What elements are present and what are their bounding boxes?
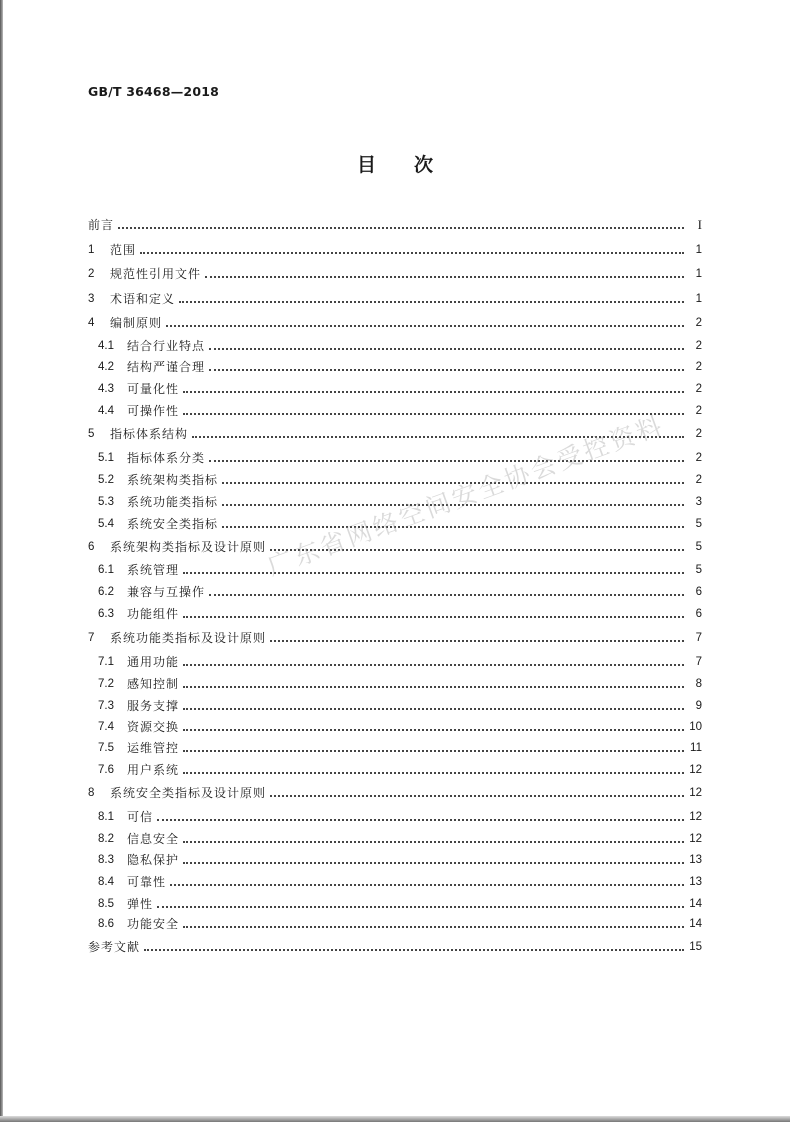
- toc-entry-page: 8: [695, 678, 702, 690]
- toc-entry[interactable]: [88, 897, 702, 911]
- toc-entry-page: 14: [689, 918, 702, 930]
- toc-entry[interactable]: [88, 339, 702, 353]
- toc-entry[interactable]: [88, 427, 702, 441]
- toc-entry-number: 2: [88, 268, 95, 280]
- toc-entry[interactable]: [88, 607, 702, 621]
- toc-entry-page: 12: [689, 833, 702, 845]
- toc-entry-number: 7.5: [98, 742, 114, 754]
- toc-entry-number: 5: [88, 428, 95, 440]
- toc-entry-page: 2: [695, 361, 702, 373]
- toc-dot-leader: [118, 227, 684, 229]
- toc-entry-number: 8.5: [98, 898, 114, 910]
- toc-entry-title: 编制原则: [110, 316, 163, 330]
- toc-entry-page: 13: [689, 854, 702, 866]
- toc-entry[interactable]: [88, 741, 702, 755]
- toc-entry-title: 可操作性: [127, 404, 180, 418]
- toc-entry-title: 用户系统: [127, 763, 180, 777]
- toc-entry-number: 6.1: [98, 564, 114, 576]
- toc-dot-leader: [270, 640, 684, 642]
- toc-dot-leader: [144, 949, 684, 951]
- toc-entry[interactable]: [88, 810, 702, 824]
- toc-dot-leader: [209, 348, 684, 350]
- toc-entry-number: 1: [88, 244, 95, 256]
- toc-entry-number: 7.1: [98, 656, 114, 668]
- toc-dot-leader: [170, 884, 684, 886]
- toc-dot-leader: [140, 252, 684, 254]
- toc-entry-page: 2: [695, 405, 702, 417]
- toc-dot-leader: [209, 594, 684, 596]
- toc-entry-number: 7.4: [98, 721, 114, 733]
- toc-dot-leader: [183, 862, 684, 864]
- toc-entry[interactable]: [88, 786, 702, 800]
- toc-entry-number: 8.3: [98, 854, 114, 866]
- toc-entry-number: 7.3: [98, 700, 114, 712]
- toc-entry-title: 弹性: [127, 897, 154, 911]
- toc-entry-page: 12: [689, 787, 702, 799]
- toc-entry-page: 13: [689, 876, 702, 888]
- toc-entry-page: 2: [695, 428, 702, 440]
- toc-entry-number: 4.4: [98, 405, 114, 417]
- toc-entry-title: 隐私保护: [127, 853, 180, 867]
- toc-dot-leader: [166, 325, 684, 327]
- toc-entry-page: 9: [695, 700, 702, 712]
- toc-dot-leader: [222, 482, 684, 484]
- toc-entry-title: 范围: [110, 243, 137, 257]
- toc-dot-leader: [183, 664, 684, 666]
- toc-entry-page: 6: [695, 586, 702, 598]
- toc-entry-title: 指标体系结构: [110, 427, 189, 441]
- toc-entry-page: 1: [695, 293, 702, 305]
- toc-entry[interactable]: [88, 316, 702, 330]
- toc-entry-number: 8.4: [98, 876, 114, 888]
- toc-dot-leader: [205, 276, 684, 278]
- toc-entry-page: 12: [689, 811, 702, 823]
- toc-entry-title: 功能组件: [127, 607, 180, 621]
- toc-dot-leader: [183, 841, 684, 843]
- watermark: 广东省网络空间安全协会受控资料: [263, 410, 669, 582]
- toc-entry-page: 5: [695, 518, 702, 530]
- toc-entry-number: 8: [88, 787, 95, 799]
- toc-entry-number: 7.6: [98, 764, 114, 776]
- toc-entry-title: 系统架构类指标及设计原则: [110, 540, 267, 554]
- toc-entry-page: 11: [690, 742, 702, 754]
- toc-entry-number: 3: [88, 293, 95, 305]
- toc-entry[interactable]: [88, 267, 702, 281]
- toc-dot-leader: [157, 906, 684, 908]
- toc-dot-leader: [183, 708, 684, 710]
- toc-entry-title: 指标体系分类: [127, 451, 206, 465]
- toc-entry-page: I: [697, 217, 702, 232]
- toc-entry[interactable]: [88, 243, 702, 257]
- toc-entry[interactable]: [88, 763, 702, 777]
- toc-dot-leader: [270, 549, 684, 551]
- toc-entry-page: 5: [695, 541, 702, 553]
- toc-dot-leader: [222, 504, 684, 506]
- toc-dot-leader: [183, 391, 684, 393]
- toc-entry-number: 6.3: [98, 608, 114, 620]
- toc-entry-title: 感知控制: [127, 677, 180, 691]
- toc-dot-leader: [192, 436, 684, 438]
- toc-title-char-1: 目: [356, 154, 376, 176]
- toc-entry[interactable]: [88, 473, 702, 487]
- toc-entry-page: 1: [695, 268, 702, 280]
- toc-dot-leader: [183, 926, 684, 928]
- toc-entry-page: 10: [689, 721, 702, 733]
- toc-title-char-2: 次: [414, 154, 434, 176]
- toc-entry-page: 1: [695, 244, 702, 256]
- toc-entry-page: 7: [695, 632, 702, 644]
- toc-entry-title: 系统功能类指标: [127, 495, 219, 509]
- toc-dot-leader: [157, 819, 684, 821]
- toc-entry-title: 可量化性: [127, 382, 180, 396]
- toc-entry[interactable]: [88, 563, 702, 577]
- toc-entry[interactable]: [88, 720, 702, 734]
- toc-entry-page: 2: [695, 340, 702, 352]
- toc-entry-page: 5: [695, 564, 702, 576]
- toc-entry[interactable]: [88, 540, 702, 554]
- toc-dot-leader: [183, 616, 684, 618]
- toc-entry-number: 6: [88, 541, 95, 553]
- toc-entry-title: 系统管理: [127, 563, 180, 577]
- toc-entry-number: 4: [88, 317, 95, 329]
- toc-entry[interactable]: [88, 404, 702, 418]
- toc-entry-number: 7.2: [98, 678, 114, 690]
- toc-entry-title: 兼容与互操作: [127, 585, 206, 599]
- toc-entry-title: 前言: [88, 218, 115, 232]
- toc-entry[interactable]: [88, 585, 702, 599]
- toc-entry-page: 6: [695, 608, 702, 620]
- toc-entry-number: 5.1: [98, 452, 114, 464]
- toc-entry[interactable]: [88, 677, 702, 691]
- toc-entry[interactable]: [88, 853, 702, 867]
- toc-entry[interactable]: [88, 940, 702, 954]
- toc-dot-leader: [270, 795, 684, 797]
- toc-entry[interactable]: [88, 517, 702, 531]
- toc-entry[interactable]: [88, 832, 702, 846]
- toc-entry-title: 资源交换: [127, 720, 180, 734]
- toc-entry-page: 2: [695, 383, 702, 395]
- toc-entry-number: 8.1: [98, 811, 114, 823]
- toc-entry-title: 结构严谨合理: [127, 360, 206, 374]
- toc-entry-page: 2: [695, 452, 702, 464]
- toc-entry-page: 3: [695, 496, 702, 508]
- toc-entry-page: 7: [695, 656, 702, 668]
- toc-entry[interactable]: [88, 631, 702, 645]
- toc-entry-title: 系统安全类指标: [127, 517, 219, 531]
- toc-entry[interactable]: [88, 917, 702, 931]
- toc-entry-number: 5.3: [98, 496, 114, 508]
- toc-entry[interactable]: [88, 382, 702, 396]
- toc-entry[interactable]: [88, 218, 702, 232]
- toc-entry-number: 7: [88, 632, 95, 644]
- toc-entry[interactable]: [88, 875, 702, 889]
- toc-dot-leader: [183, 413, 684, 415]
- toc-entry-number: 4.3: [98, 383, 114, 395]
- toc-entry[interactable]: [88, 655, 702, 669]
- toc-entry[interactable]: [88, 451, 702, 465]
- toc-dot-leader: [183, 772, 684, 774]
- toc-entry-title: 信息安全: [127, 832, 180, 846]
- toc-entry-title: 通用功能: [127, 655, 180, 669]
- toc-entry-title: 术语和定义: [110, 292, 176, 306]
- toc-entry-number: 8.6: [98, 918, 114, 930]
- toc-entry-number: 5.4: [98, 518, 114, 530]
- toc-entry-title: 运维管控: [127, 741, 180, 755]
- toc-entry-page: 15: [689, 941, 702, 953]
- toc-entry-page: 12: [689, 764, 702, 776]
- toc-entry[interactable]: [88, 495, 702, 509]
- page-bottom-edge: [0, 1116, 790, 1122]
- toc-dot-leader: [183, 572, 684, 574]
- toc-entry-number: 5.2: [98, 474, 114, 486]
- toc-entry-title: 参考文献: [88, 940, 141, 954]
- toc-entry-title: 规范性引用文件: [110, 267, 202, 281]
- toc-entry[interactable]: [88, 699, 702, 713]
- toc-entry-number: 4.1: [98, 340, 114, 352]
- toc-dot-leader: [183, 729, 684, 731]
- toc-entry-number: 8.2: [98, 833, 114, 845]
- toc-entry-title: 服务支撑: [127, 699, 180, 713]
- toc-entry-title: 结合行业特点: [127, 339, 206, 353]
- toc-dot-leader: [209, 460, 684, 462]
- toc-dot-leader: [209, 369, 684, 371]
- toc-entry-number: 6.2: [98, 586, 114, 598]
- toc-dot-leader: [183, 750, 684, 752]
- toc-entry-page: 2: [695, 317, 702, 329]
- standard-number: GB/T 36468—2018: [88, 84, 220, 99]
- toc-entry-page: 14: [689, 898, 702, 910]
- toc-dot-leader: [222, 526, 684, 528]
- toc-entry[interactable]: [88, 292, 702, 306]
- toc-entry-page: 2: [695, 474, 702, 486]
- toc-title: [0, 150, 790, 177]
- toc-entry-title: 系统安全类指标及设计原则: [110, 786, 267, 800]
- toc-entry-title: 系统功能类指标及设计原则: [110, 631, 267, 645]
- toc-entry-title: 功能安全: [127, 917, 180, 931]
- toc-entry-title: 可靠性: [127, 875, 167, 889]
- toc-entry-title: 可信: [127, 810, 154, 824]
- toc-dot-leader: [179, 301, 684, 303]
- toc-dot-leader: [183, 686, 684, 688]
- toc-entry[interactable]: [88, 360, 702, 374]
- toc-entry-title: 系统架构类指标: [127, 473, 219, 487]
- toc-entry-number: 4.2: [98, 361, 114, 373]
